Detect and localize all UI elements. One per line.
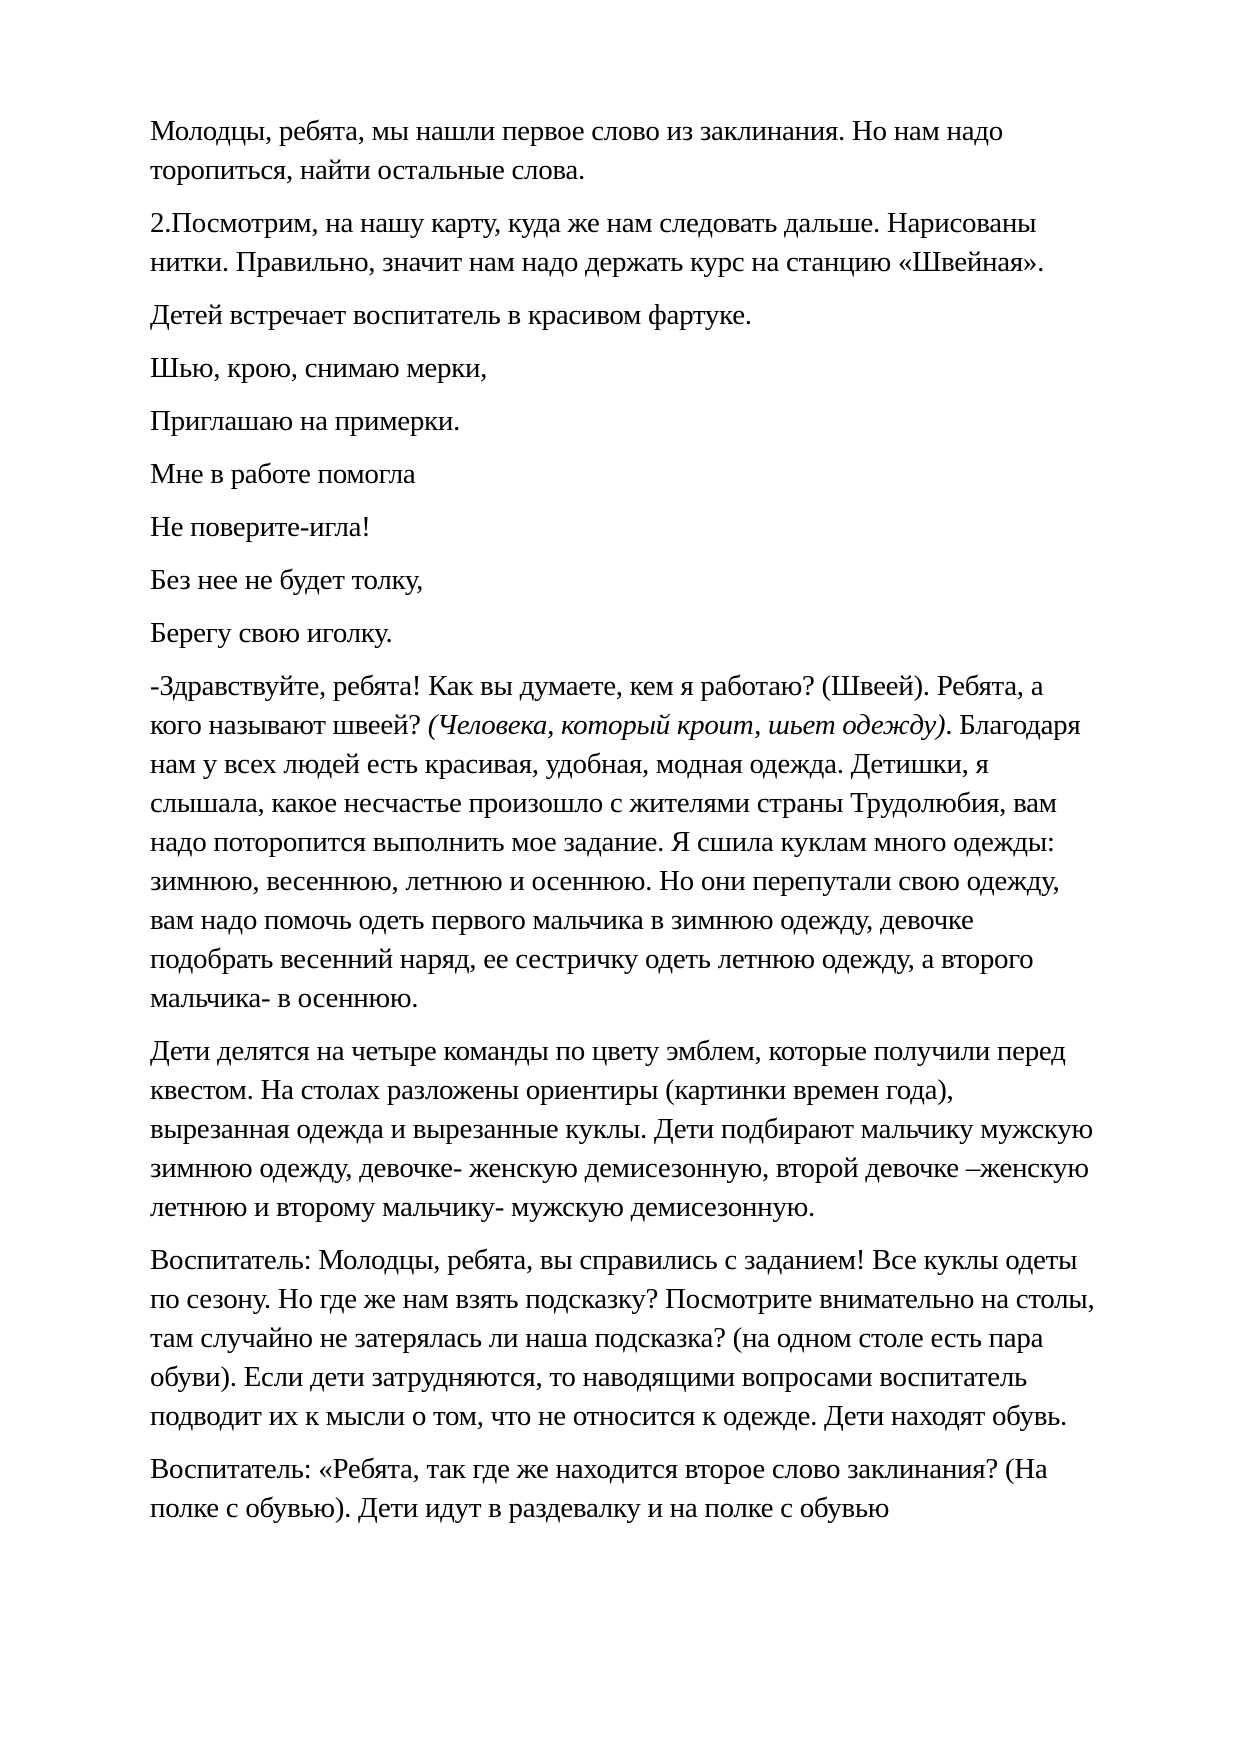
poem-line-2: Приглашаю на примерки.: [150, 405, 461, 437]
paragraph-station-map: 2.Посмотрим, на нашу карту, куда же нам следовать дальше. Нарисованы нитки. Правильно, значит нам надо держать курс на станцию «Швейная».: [150, 207, 1045, 278]
paragraph-teacher-second-word: Воспитатель: «Ребята, так где же находится второе слово заклинания? (На полке с обувью). Дети идут в раздевалку и на полке с обувью: [150, 1453, 1048, 1524]
poem-line-3: Мне в работе помогла: [150, 458, 416, 490]
paragraph-teacher-apron: Детей встречает воспитатель в красивом фартуке.: [150, 299, 752, 331]
paragraph-intro: Молодцы, ребята, мы нашли первое слово из заклинания. Но нам надо торопиться, найти остальные слова.: [150, 115, 1003, 186]
poem-line-6: Берегу свою иголку.: [150, 617, 393, 649]
paragraph-teams-activity: Дети делятся на четыре команды по цвету эмблем, которые получили перед квестом. На столах разложены ориентиры (картинки времен года), вырезанная одежда и вырезанные куклы. Дети подбирают мальчику мужскую зимнюю одежду, девочке- женскую демисезонную, второй девочке –женскую летнюю и второму мальчику- мужскую демисезонную.: [150, 1035, 1093, 1223]
paragraph-seamstress-speech: [150, 667, 1098, 1018]
speech-text-before-answer: -Здравствуйте, ребята! Как вы думаете, кем я работаю? (Швеей). Ребята, а кого называют швеей?: [150, 670, 1044, 741]
speech-text-after-answer: . Благодаря нам у всех людей есть красивая, удобная, модная одежда. Детишки, я слышала, какое несчастье произошло с жителями страны Трудолюбия, вам надо поторопится выполнить мое задание. Я сшила куклам много одежды: зимнюю, весеннюю, летнюю и осеннюю. Но они перепутали свою одежду, вам надо помочь одеть первого мальчика в зимнюю одежду, девочке подобрать весенний наряд, ее сестричку одеть летнюю одежду, а второго мальчика- в осеннюю.: [150, 709, 1081, 1014]
speech-italic-answer: (Человека, который кроит, шьет одежду): [427, 709, 946, 741]
paragraph-teacher-praise: Воспитатель: Молодцы, ребята, вы справились с заданием! Все куклы одеты по сезону. Но где же нам взять подсказку? Посмотрите внимательно на столы, там случайно не затерялась ли наша подсказка? (на одном столе есть пара обуви). Если дети затрудняются, то наводящими вопросами воспитатель подводит их к мысли о том, что не относится к одежде. Дети находят обувь.: [150, 1244, 1095, 1432]
document-body: [150, 112, 1098, 1542]
poem-line-1: Шью, крою, снимаю мерки,: [150, 352, 488, 384]
poem-line-5: Без нее не будет толку,: [150, 564, 424, 596]
poem-line-4: Не поверите-игла!: [150, 511, 371, 543]
